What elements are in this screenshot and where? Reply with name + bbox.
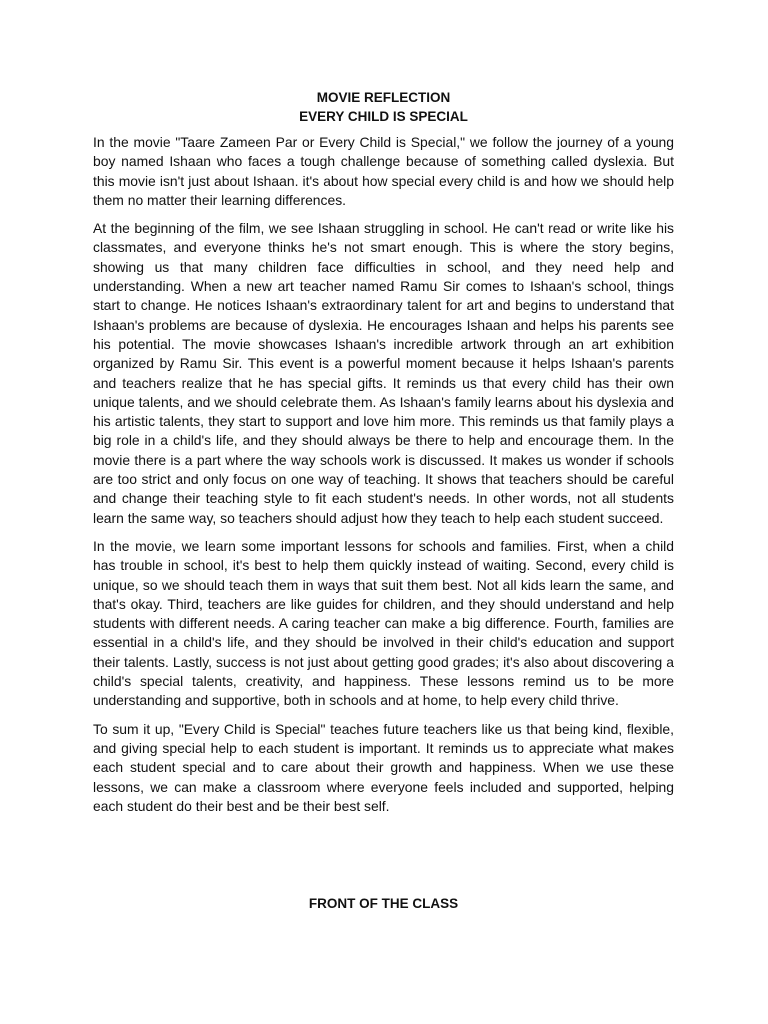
next-section-title: FRONT OF THE CLASS xyxy=(308,896,459,911)
document-subtitle: EVERY CHILD IS SPECIAL xyxy=(299,109,468,124)
paragraph-introduction: In the movie "Taare Zameen Par or Every Child is Special," we follow the journey of a young boy named Ishaan who faces a tough challenge because of something called dyslexia. But this movie isn't just about Ishaan. it's about how special every child is and how we should help them no matter their learning differences. xyxy=(93,134,674,208)
paragraph-story-summary: At the beginning of the film, we see Ishaan struggling in school. He can't read or write like his classmates, and everyone thinks he's not smart enough. This is where the story begins, showing us that many children face difficulties in school, and they need help and understanding. When a new art teacher named Ramu Sir comes to Ishaan's school, things start to change. He notices Ishaan's extraordinary talent for art and begins to understand that Ishaan's problems are because of dyslexia. He encourages Ishaan and helps his parents see his potential. The movie showcases Ishaan's incredible artwork through an art exhibition organized by Ramu Sir. This event is a powerful moment because it helps Ishaan's parents and teachers realize that he has special gifts. It reminds us that every child has their own unique talents, and we should celebrate them. As Ishaan's family learns about his dyslexia and his artistic talents, they start to support and love him more. This reminds us that family plays a big role in a child's life, and they should always be there to help and encourage them. In the movie there is a part where the way schools work is discussed. It makes us wonder if schools are too strict and only focus on one way of teaching. It shows that teachers should be careful and change their teaching style to fit each student's needs. In other words, not all students learn the same way, so teachers should adjust how they teach to help each student succeed. xyxy=(93,220,675,526)
paragraph-lessons: In the movie, we learn some important lessons for schools and families. First, when a child has trouble in school, it's best to help them quickly instead of waiting. Second, every child is unique, so we should teach them in ways that suit them best. Not all kids learn the same, and that's okay. Third, teachers are like guides for children, and they should understand and help students with different needs. A caring teacher can make a big difference. Fourth, families are essential in a child's life, and they should be involved in their child's education and support their talents. Lastly, success is not just about getting good grades; it's also about discovering a child's special talents, creativity, and happiness. These lessons remind us to be more understanding and supportive, both in schools and at home, to help every child thrive. xyxy=(93,537,674,709)
paragraph-conclusion: To sum it up, "Every Child is Special" teaches future teachers like us that being kind, flexible, and giving special help to each student is important. It reminds us to appreciate what makes each student special and to care about their growth and happiness. When we use these lessons, we can make a classroom where everyone feels included and supported, helping each student do their best and be their best self. xyxy=(93,720,674,814)
document-page xyxy=(93,88,675,911)
document-title: MOVIE REFLECTION xyxy=(316,90,451,105)
document-body xyxy=(93,133,674,816)
